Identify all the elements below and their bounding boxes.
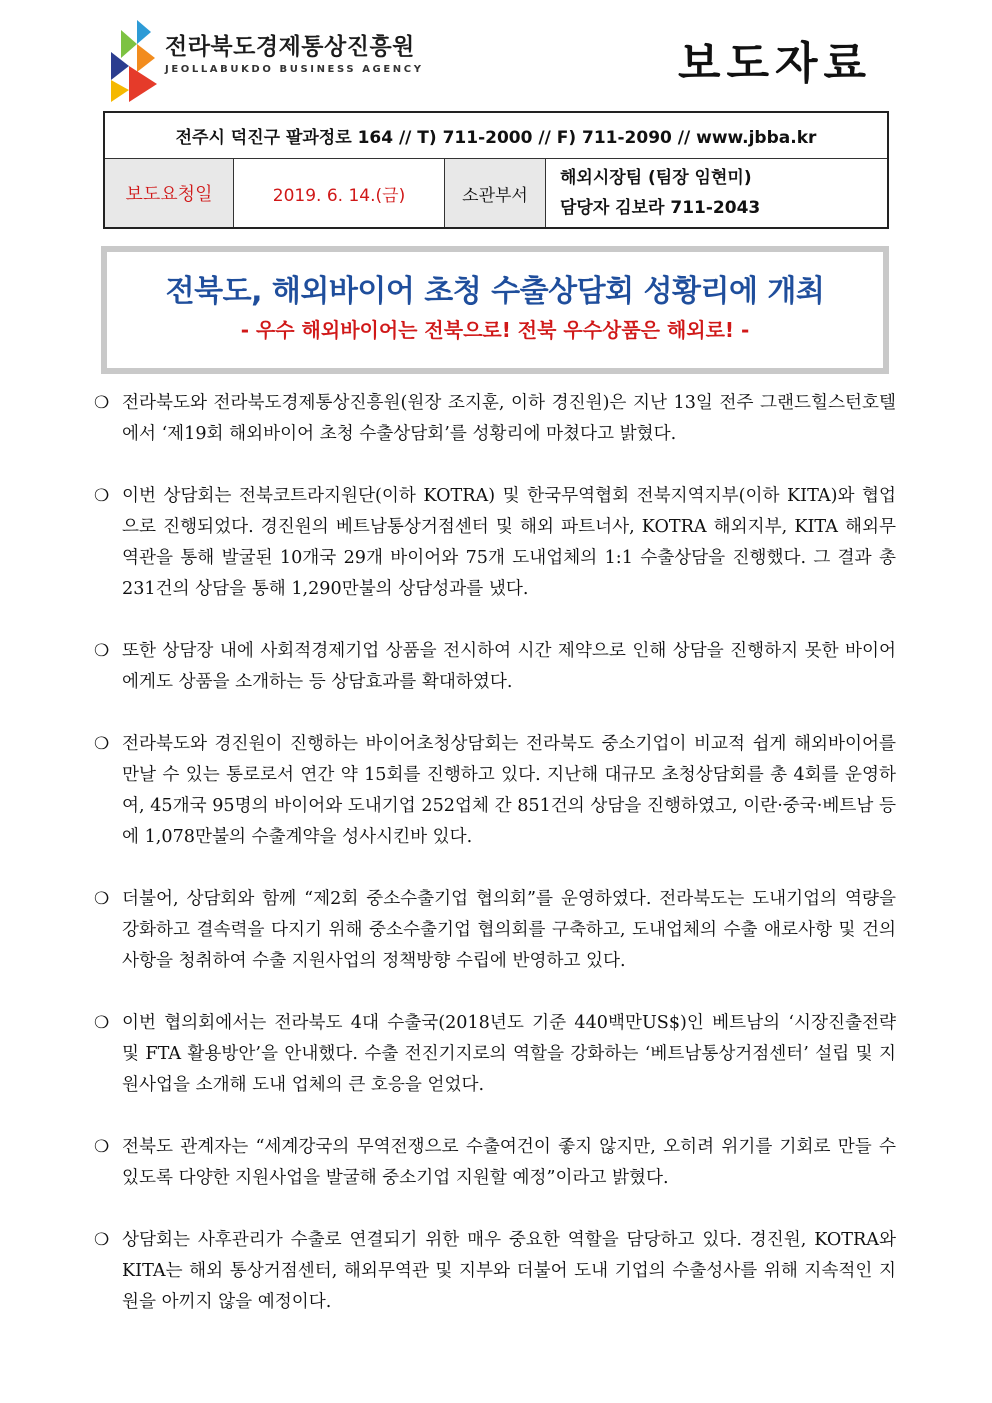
bullet-circle-icon: ❍ [94, 1013, 110, 1033]
info-table [103, 111, 889, 229]
dept-contact: 담당자 김보라 711-2043 [560, 198, 761, 218]
org-name-ko: 전라북도경제통상진흥원 [165, 34, 415, 60]
paragraph [94, 884, 896, 977]
org-name-en: JEOLLABUKDO BUSINESS AGENCY [165, 64, 424, 75]
paragraph [94, 481, 896, 605]
bullet-circle-icon: ❍ [94, 641, 110, 661]
headline-box [101, 246, 889, 374]
paragraph [94, 388, 896, 450]
headline-title: 전북도, 해외바이어 초청 수출상담회 성황리에 개최 [165, 274, 825, 309]
paragraph [94, 729, 896, 853]
contact-address-line: 전주시 덕진구 팔과정로 164 // T) 711-2000 // F) 711-2090 // www.jbba.kr [104, 112, 888, 159]
article-body [94, 388, 896, 1349]
bullet-circle-icon: ❍ [94, 1137, 110, 1157]
paragraph [94, 636, 896, 698]
request-date-label: 보도요청일 [104, 159, 234, 229]
bullet-circle-icon: ❍ [94, 889, 110, 909]
jbba-logo-mark-icon [107, 18, 159, 104]
paragraph-text: 전북도 관계자는 “세계강국의 무역전쟁으로 수출여건이 좋지 않지만, 오히려 위기를 기회로 만들 수 있도록 다양한 지원사업을 발굴해 중소기업 지원할 예정”이라고 밝혔다. [122, 1137, 896, 1188]
headline-subtitle: - 우수 해외바이어는 전북으로! 전북 우수상품은 해외로! - [240, 318, 750, 342]
paragraph [94, 1132, 896, 1194]
paragraph-text: 이번 협의회에서는 전라북도 4대 수출국(2018년도 기준 440백만US$)인 베트남의 ‘시장진출전략 및 FTA 활용방안’을 안내했다. 수출 전진기지로의 역할을 강화하는 ‘베트남통상거점센터’ 설립 및 지원사업을 소개해 도내 업체의 큰 호응을 얻었다. [122, 1013, 896, 1095]
bullet-circle-icon: ❍ [94, 734, 110, 754]
paragraph-text: 상담회는 사후관리가 수출로 연결되기 위한 매우 중요한 역할을 담당하고 있다. 경진원, KOTRA와 KITA는 해외 통상거점센터, 해외무역관 및 지부와 더불어 도내 기업의 수출성사를 위해 지속적인 지원을 아끼지 않을 예정이다. [122, 1230, 896, 1312]
paragraph-text: 이번 상담회는 전북코트라지원단(이하 KOTRA) 및 한국무역협회 전북지역지부(이하 KITA)와 협업으로 진행되었다. 경진원의 베트남통상거점센터 및 해외 파트너사, KOTRA 해외지부, KITA 해외무역관을 통해 발굴된 10개국 29개 바이어와 75개 도내업체의 1:1 수출상담을 진행했다. 그 결과 총 231건의 상담을 통해 1,290만불의 상담성과를 냈다. [122, 486, 896, 599]
dept-label: 소관부서 [445, 159, 546, 229]
paragraph [94, 1008, 896, 1101]
bullet-circle-icon: ❍ [94, 393, 110, 413]
dept-team: 해외시장팀 (팀장 임현미) [560, 168, 752, 188]
paragraph-text: 전라북도와 경진원이 진행하는 바이어초청상담회는 전라북도 중소기업이 비교적 쉽게 해외바이어를 만날 수 있는 통로로서 연간 약 15회를 진행하고 있다. 지난해 대규모 초청상담회를 총 4회를 운영하여, 45개국 95명의 바이어와 도내기업 252업체 간 851건의 상담을 진행하였고, 이란·중국·베트남 등에 1,078만불의 수출계약을 성사시킨바 있다. [122, 734, 896, 847]
paragraph-text: 더불어, 상담회와 함께 “제2회 중소수출기업 협의회”를 운영하였다. 전라북도는 도내기업의 역량을 강화하고 결속력을 다지기 위해 중소수출기업 협의회를 구축하고, 도내업체의 수출 애로사항 및 건의사항을 청취하여 수출 지원사업의 정책방향 수립에 반영하고 있다. [122, 889, 896, 971]
org-logo [107, 18, 437, 104]
bullet-circle-icon: ❍ [94, 1230, 110, 1250]
paragraph [94, 1225, 896, 1318]
paragraph-text: 또한 상담장 내에 사회적경제기업 상품을 전시하여 시간 제약으로 인해 상담을 진행하지 못한 바이어에게도 상품을 소개하는 등 상담효과를 확대하였다. [122, 641, 896, 692]
dept-info [546, 159, 889, 229]
paragraph-text: 전라북도와 전라북도경제통상진흥원(원장 조지훈, 이하 경진원)은 지난 13일 전주 그랜드힐스턴호텔에서 ‘제19회 해외바이어 초청 수출상담회’를 성황리에 마쳤다고 밝혔다. [122, 393, 896, 444]
request-date: 2019. 6. 14.(금) [234, 159, 445, 229]
doc-type-title: 보도자료 [678, 38, 873, 89]
bullet-circle-icon: ❍ [94, 486, 110, 506]
